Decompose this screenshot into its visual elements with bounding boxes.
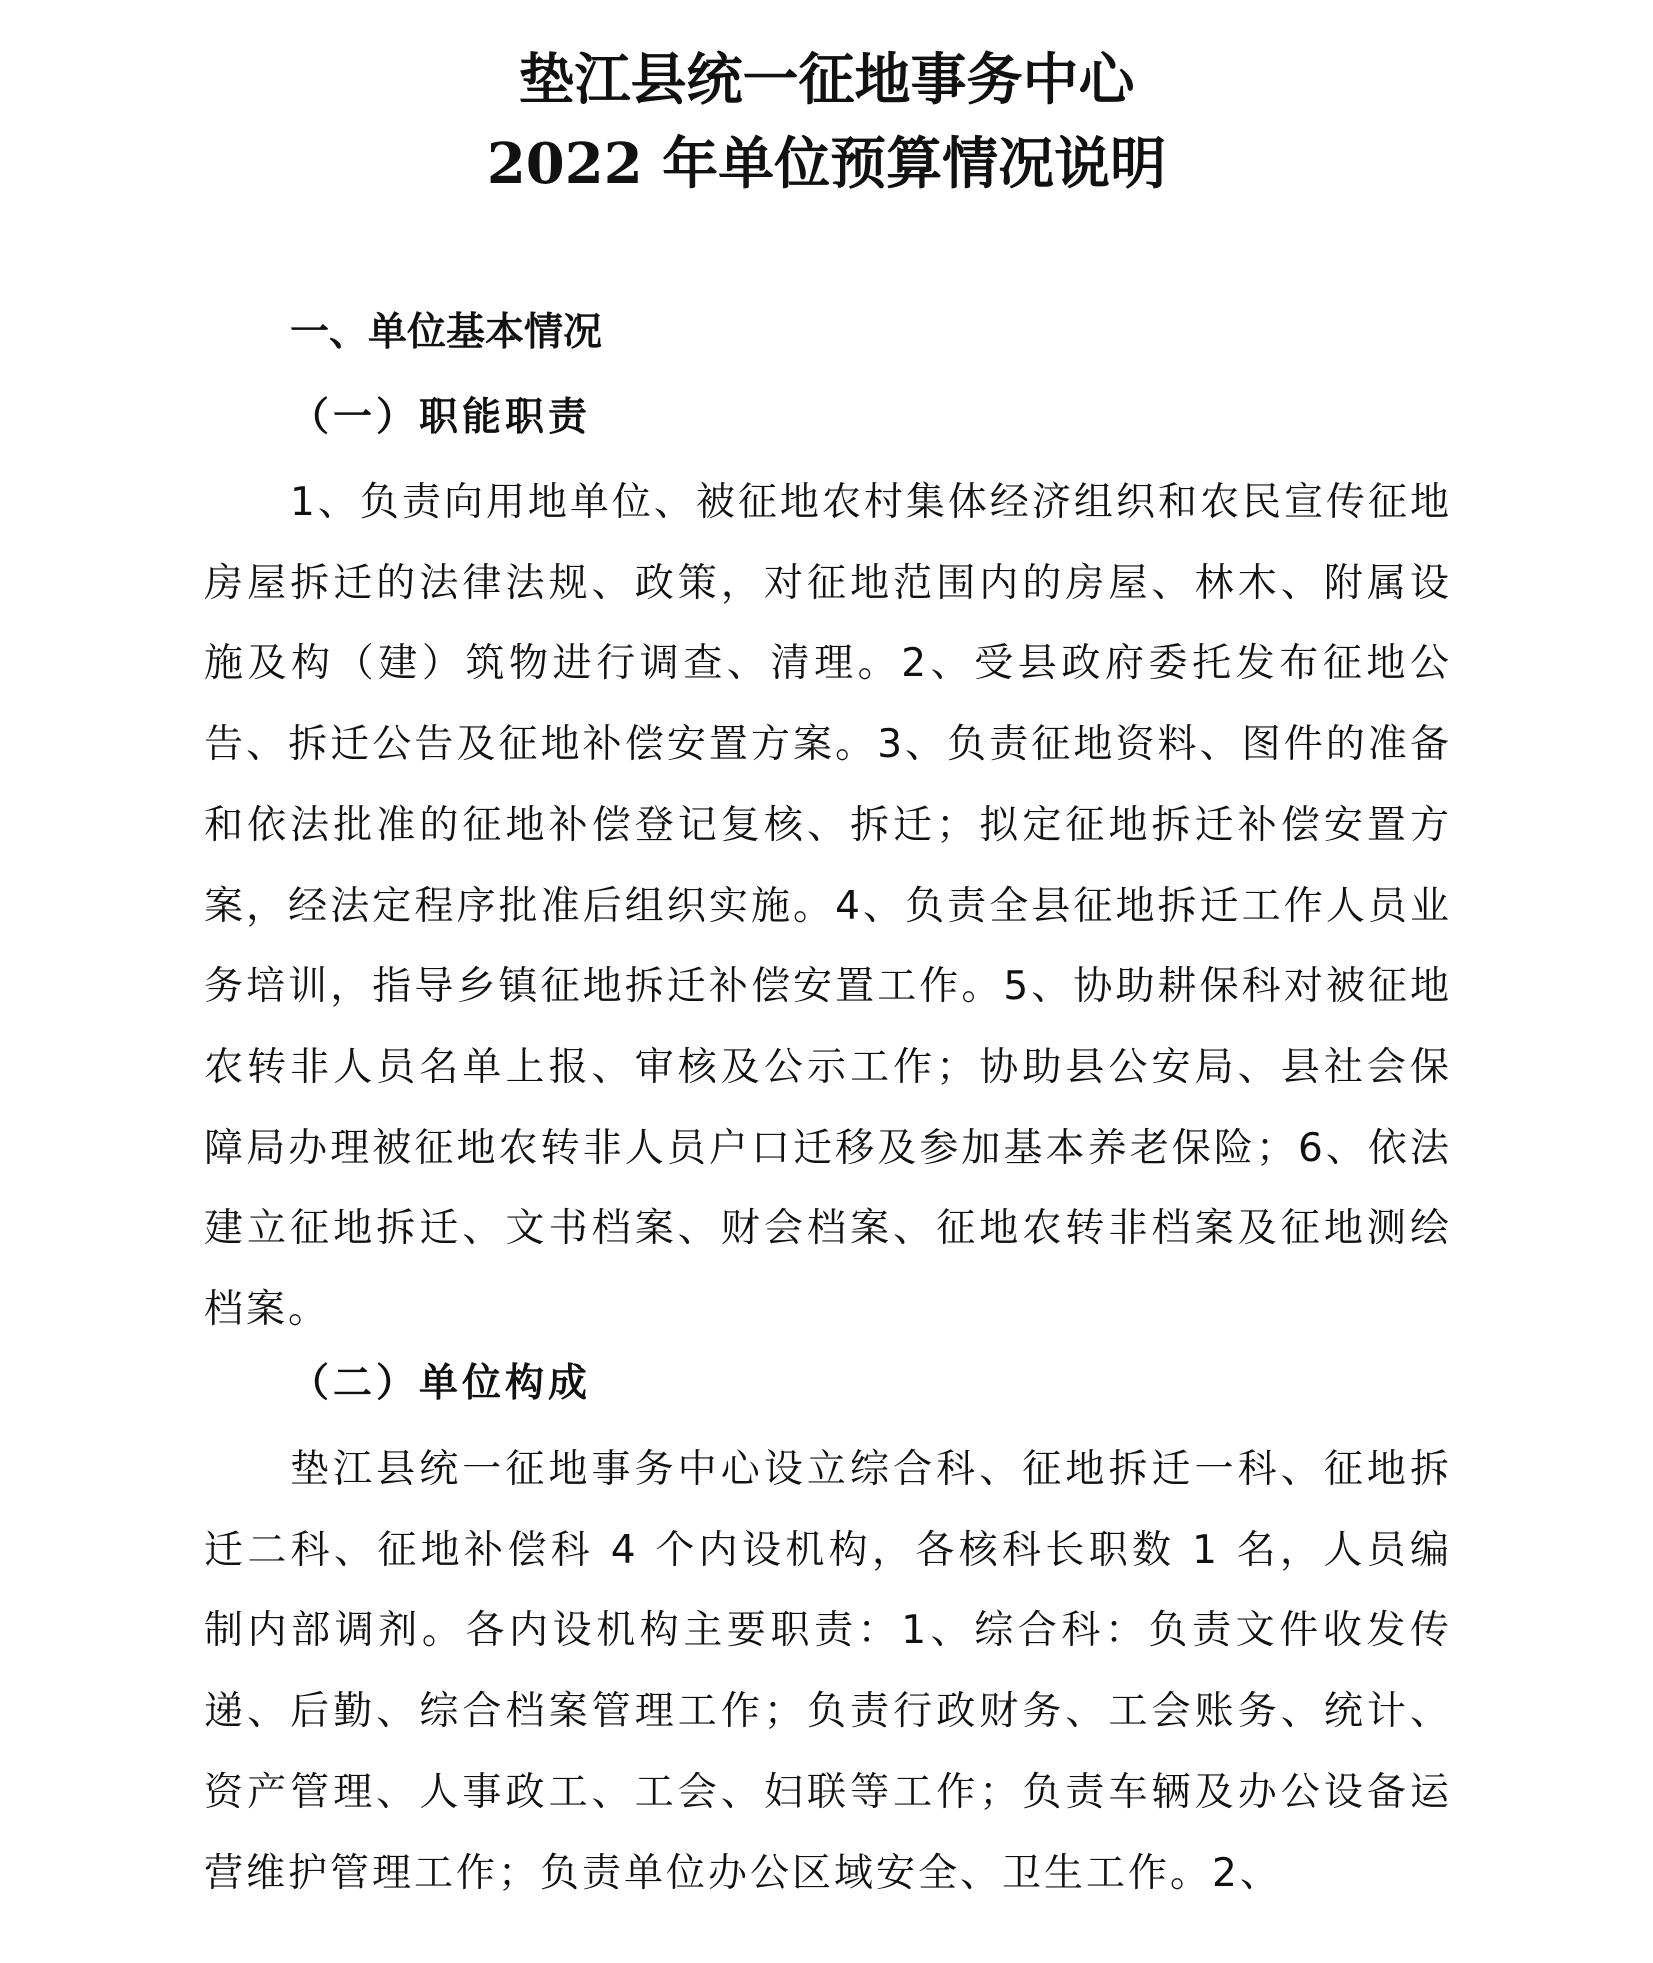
subsection-heading-composition: （二）单位构成 bbox=[290, 1361, 592, 1406]
document-title-line1: 垫江县统一征地事务中心 bbox=[518, 47, 1135, 113]
section-heading-basic-info: 一、单位基本情况 bbox=[290, 310, 603, 355]
subsection-heading-duties: （一）职能职责 bbox=[290, 395, 592, 440]
paragraph-composition: 垫江县统一征地事务中心设立综合科、征地拆迁一科、征地拆迁二科、征地补偿科 4 个内设机构，各核科长职数 1 名，人员编制内部调剂。各内设机构主要职责：1、综合科：负责文件收发传递、后勤、综合档案管理工作；负责行政财务、工会账务、统计、资产管理、人事政工、工会、妇联等工作；负责车辆及办公设备运营维护管理工作；负责单位办公区域安全、卫生工作。2、 bbox=[204, 1447, 1452, 1896]
document-title-line2: 2022 年单位预算情况说明 bbox=[486, 131, 1167, 197]
paragraph-duties: 1、负责向用地单位、被征地农村集体经济组织和农民宣传征地房屋拆迁的法律法规、政策，对征地范围内的房屋、林木、附属设施及构（建）筑物进行调查、清理。2、受县政府委托发布征地公告、拆迁公告及征地补偿安置方案。3、负责征地资料、图件的准备和依法批准的征地补偿登记复核、拆迁；拟定征地拆迁补偿安置方案，经法定程序批准后组织实施。4、负责全县征地拆迁工作人员业务培训，指导乡镇征地拆迁补偿安置工作。5、协助耕保科对被征地农转非人员名单上报、审核及公示工作；协助县公安局、县社会保障局办理被征地农转非人员户口迁移及参加基本养老保险；6、依法建立征地拆迁、文书档案、财会档案、征地农转非档案及征地测绘档案。 bbox=[204, 480, 1452, 1333]
